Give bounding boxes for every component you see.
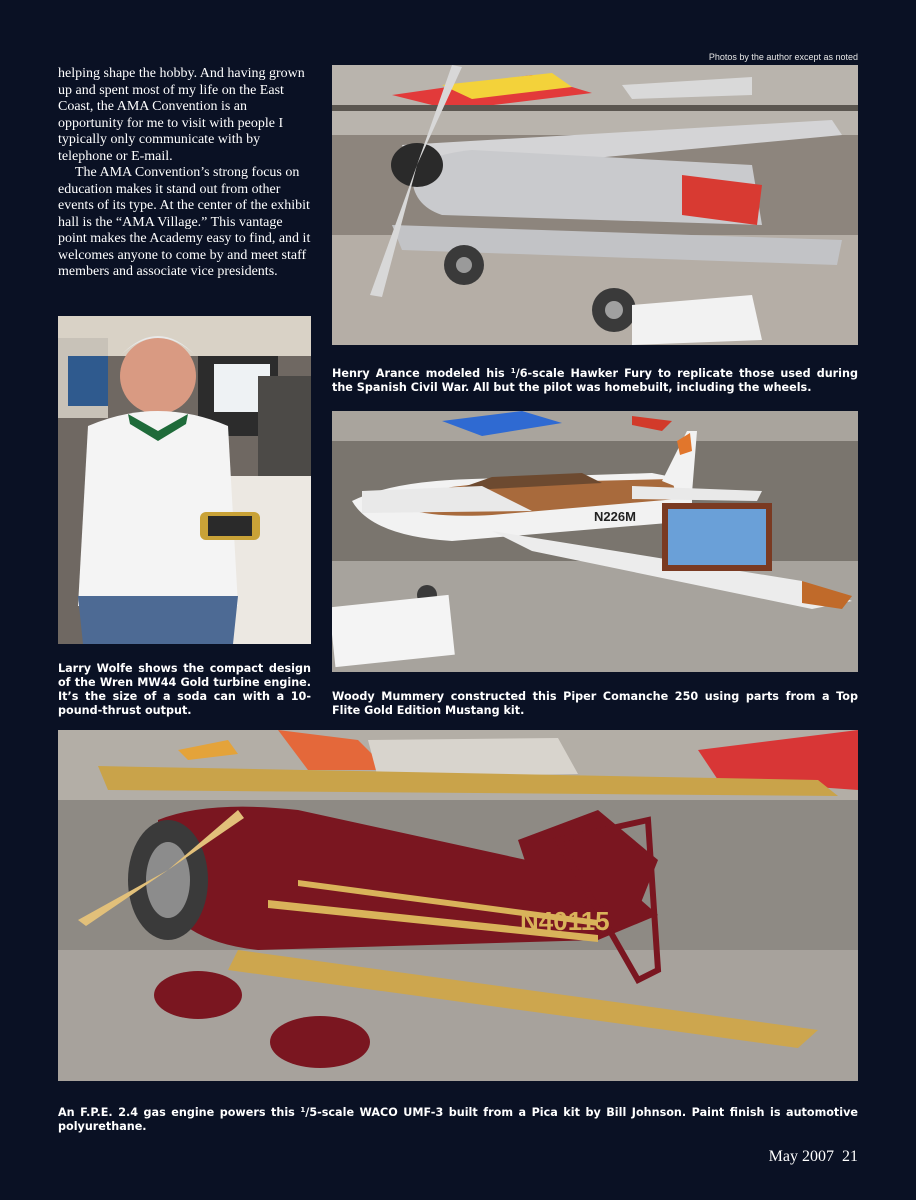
comanche-registration: N226M <box>594 509 636 524</box>
photo-waco-umf3 <box>58 730 858 1081</box>
page-folio <box>769 1148 858 1166</box>
caption-hawker-fury: Henry Arance modeled his $^1$/6-scale Hawker Fury to replicate those used during the Spanish Civil War. All but the pilot was homebuilt, including the wheels. <box>332 367 858 394</box>
photo-piper-comanche <box>332 411 858 672</box>
photo-hawker-fury <box>332 65 858 345</box>
page-number: 21 <box>842 1148 858 1165</box>
waco-registration: N40115 <box>520 906 610 936</box>
body-paragraph: helping shape the hobby. And having grown up and spent most of my life on the East Coast, the AMA Convention is an opportunity for me to visit with people I typically only communicate with by telephone or E-mail. <box>58 66 305 164</box>
photo-credit: Photos by the author except as noted <box>708 52 858 62</box>
article-body <box>58 66 314 281</box>
photo-larry-wolfe <box>58 316 311 644</box>
issue-date: May 2007 <box>768 1148 834 1165</box>
caption-larry-wolfe: Larry Wolfe shows the compact design of the Wren MW44 Gold turbine engine. It’s the size of a soda can with a 10-pound-thrust output. <box>58 662 311 717</box>
body-paragraph: The AMA Convention’s strong focus on education makes it stand out from other events of its type. At the center of the exhibit hall is the “AMA Village.” This vantage point makes the Academy easy to find, and it welcomes anyone to come by and meet staff members and associate vice presidents. <box>58 165 311 279</box>
caption-piper-comanche: Woody Mummery constructed this Piper Comanche 250 using parts from a Top Flite Gold Edition Mustang kit. <box>332 690 858 717</box>
caption-waco-umf3: An F.P.E. 2.4 gas engine powers this $^1$/5-scale WACO UMF-3 built from a Pica kit by Bill Johnson. Paint finish is automotive polyurethane. <box>58 1106 858 1133</box>
